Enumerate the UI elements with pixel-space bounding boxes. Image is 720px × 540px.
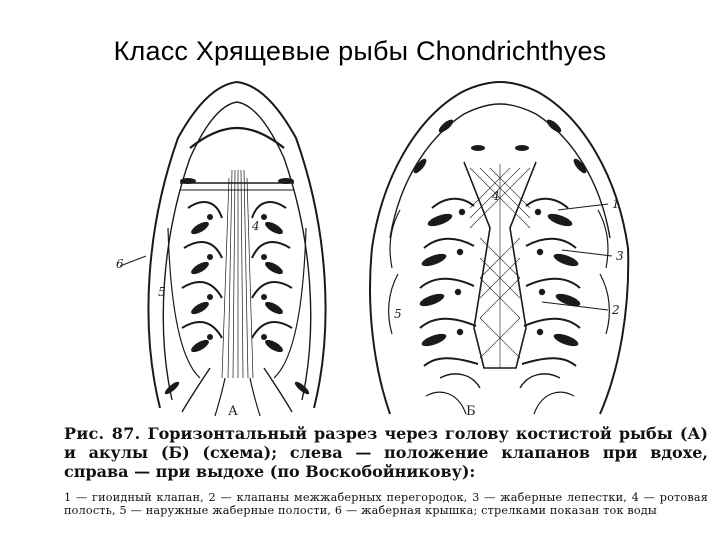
label-b-2: 2 [612, 303, 620, 317]
figure-number: Рис. 87. [64, 424, 141, 443]
label-b-3: 3 [616, 249, 624, 263]
label-a-6: 6 [116, 257, 124, 271]
label-b-1: 1 [612, 197, 620, 211]
panel-b-drawing [120, 82, 628, 414]
caption-legend: 1 — гиоидный клапан, 2 — клапаны межжаберных перегородок, 3 — жаберные лепестки, 4 — ротовая полость, 5 — наружные жаберные полости, 6 — жаберная крышка; стрелками показан ток воды [64, 491, 708, 517]
panel-a-drawing [148, 82, 325, 416]
label-b-4: 4 [492, 189, 500, 203]
label-a-4: 4 [252, 219, 260, 233]
figure-caption [64, 424, 708, 517]
slide-title: Класс Хрящевые рыбы Chondrichthyes [113, 36, 607, 66]
figure-drawing [60, 78, 660, 418]
caption-main-text: Горизонтальный разрез через голову костистой рыбы (А) и акулы (Б) (схема); слева — положение клапанов при вдохе, справа — при выдохе (по Воскобойникову): [64, 424, 708, 481]
label-a-5: 5 [158, 285, 166, 299]
anatomical-figure [60, 78, 660, 418]
panel-b-letter: Б [466, 404, 476, 419]
label-b-5: 5 [394, 307, 402, 321]
panel-a-letter: А [228, 404, 238, 419]
caption-main [64, 424, 708, 481]
